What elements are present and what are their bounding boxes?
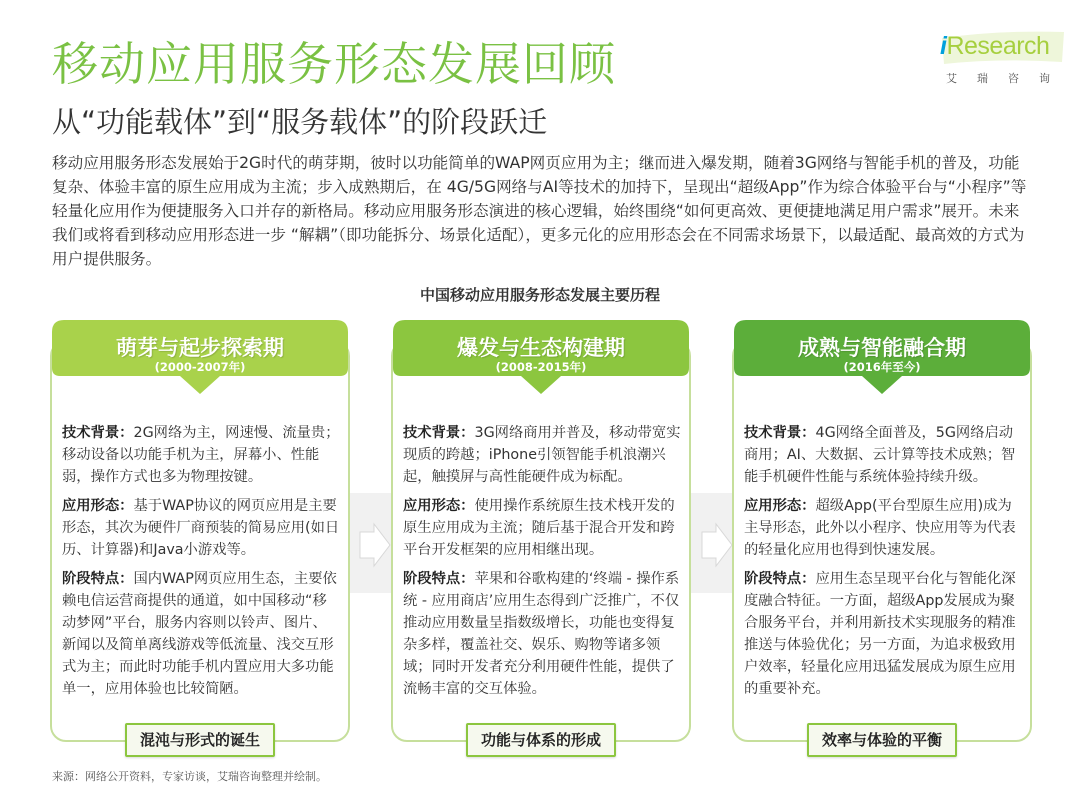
- stage-features: [744, 568, 1022, 700]
- stage-body: [62, 422, 340, 707]
- para-text: 3G网络商用并普及，移动带宽实现质的跨越；iPhone引领智能手机浪潮兴起，触摸屏与高性能硬件成为标配。: [403, 425, 681, 485]
- app-form: [744, 495, 1022, 561]
- para-text: 4G网络全面普及，5G网络启动商用；AI、大数据、云计算等技术成熟；智能手机硬件性能与系统体验持续升级。: [744, 425, 1016, 485]
- stage-tag: 混沌与形式的诞生: [125, 723, 275, 757]
- stage-header-banner: [732, 318, 1032, 384]
- para-text: 使用操作系统原生技术栈开发的原生应用成为主流；随后基于混合开发和跨平台开发框架的应用相继出现。: [403, 498, 675, 558]
- para-text: 国内WAP网页应用生态，主要依赖电信运营商提供的通道，如中国移动“移动梦网”平台，服务内容则以铃声、图片、新闻以及简单离线游戏等低流量、浅交互形式为主；而此时功能手机内置应用大多功能单一，应用体验也比较简陋。: [62, 571, 337, 697]
- intro-paragraph: 移动应用服务形态发展始于2G时代的萌芽期，彼时以功能简单的WAP网页应用为主；继而进入爆发期，随着3G网络与智能手机的普及，功能复杂、体验丰富的原生应用成为主流；步入成熟期后，在 4G/5G网络与AI等技术的加持下，呈现出“超级App”作为综合体验平台与“小程序”等轻量化应用作为便捷服务入口并存的新格局。移动应用服务形态演进的核心逻辑，始终围绕“如何更高效、更便捷地满足用户需求”展开。未来我们或将看到移动应用形态进一步 “解耦”（即功能拆分、场景化适配），更多元化的应用形态会在不同需求场景下，以最适配、最高效的方式为用户提供服务。: [52, 154, 1027, 268]
- para-text: 2G网络为主，网速慢、流量贵；移动设备以功能手机为主，屏幕小、性能弱，操作方式也多为物理按键。: [62, 425, 340, 485]
- source-note: 来源：网络公开资料，专家访谈，艾瑞咨询整理并绘制。: [52, 770, 327, 783]
- stage-tag: 效率与体验的平衡: [807, 723, 957, 757]
- stage-features: [62, 568, 340, 700]
- para-label: 应用形态：: [403, 498, 475, 514]
- para-text: 苹果和谷歌构建的‘终端 - 操作系统 - 应用商店’应用生态得到广泛推广，不仅推动应用数量呈指数级增长，功能也变得复杂多样，覆盖社交、娱乐、购物等诸多领域；同时开发者充分利用硬件性能，提供了流畅丰富的交互体验。: [403, 571, 680, 697]
- iresearch-logo: [940, 28, 1070, 90]
- logo-i: i: [940, 32, 947, 60]
- para-text: 基于WAP协议的网页应用是主要形态，其次为硬件厂商预装的简易应用(如日历、计算器)和Java小游戏等。: [62, 498, 340, 558]
- next-arrow-icon: [694, 520, 734, 570]
- para-label: 技术背景：: [403, 425, 475, 441]
- page-subtitle: 从“功能载体”到“服务载体”的阶段跃迁: [52, 105, 548, 139]
- stage-card-1: [50, 318, 350, 749]
- para-text: 应用生态呈现平台化与智能化深度融合特征。一方面，超级App发展成为聚合服务平台，并利用新技术实现服务的精准推送与体验优化；另一方面，为追求极致用户效率，轻量化应用迅猛发展成为原生应用的重要补充。: [744, 571, 1016, 697]
- stage-years: (2016年至今): [843, 360, 921, 374]
- para-label: 阶段特点：: [403, 571, 475, 587]
- stage-card-3: [732, 318, 1032, 749]
- stage-years: (2008-2015年): [495, 360, 587, 374]
- tech-background: [62, 422, 340, 488]
- stage-header-banner: [391, 318, 691, 384]
- timeline-title: 中国移动应用服务形态发展主要历程: [419, 286, 660, 304]
- stage-title: 爆发与生态构建期: [457, 336, 625, 360]
- para-label: 阶段特点：: [62, 571, 134, 587]
- stage-title: 成熟与智能融合期: [798, 336, 966, 360]
- stage-tag: 功能与体系的形成: [466, 723, 616, 757]
- stage-body: [403, 422, 681, 707]
- stage-features: [403, 568, 681, 700]
- stage-card-2: [391, 318, 691, 749]
- para-text: 超级App(平台型原生应用)成为主导形态，此外以小程序、快应用等为代表的轻量化应用也得到快速发展。: [744, 498, 1016, 558]
- page-title: 移动应用服务形态发展回顾: [52, 37, 616, 91]
- stage-years: (2000-2007年): [154, 360, 246, 374]
- stage-title: 萌芽与起步探索期: [116, 336, 284, 360]
- app-form: [403, 495, 681, 561]
- tech-background: [744, 422, 1022, 488]
- para-label: 技术背景：: [744, 425, 816, 441]
- tech-background: [403, 422, 681, 488]
- para-label: 阶段特点：: [744, 571, 816, 587]
- stage-body: [744, 422, 1022, 707]
- next-arrow-icon: [352, 520, 392, 570]
- stage-header-banner: [50, 318, 350, 384]
- para-label: 技术背景：: [62, 425, 134, 441]
- logo-research: Research: [946, 32, 1050, 60]
- app-form: [62, 495, 340, 561]
- para-label: 应用形态：: [744, 498, 816, 514]
- logo-chinese: 艾瑞咨询: [946, 72, 1070, 85]
- para-label: 应用形态：: [62, 498, 134, 514]
- logo-wordmark: [940, 32, 1049, 61]
